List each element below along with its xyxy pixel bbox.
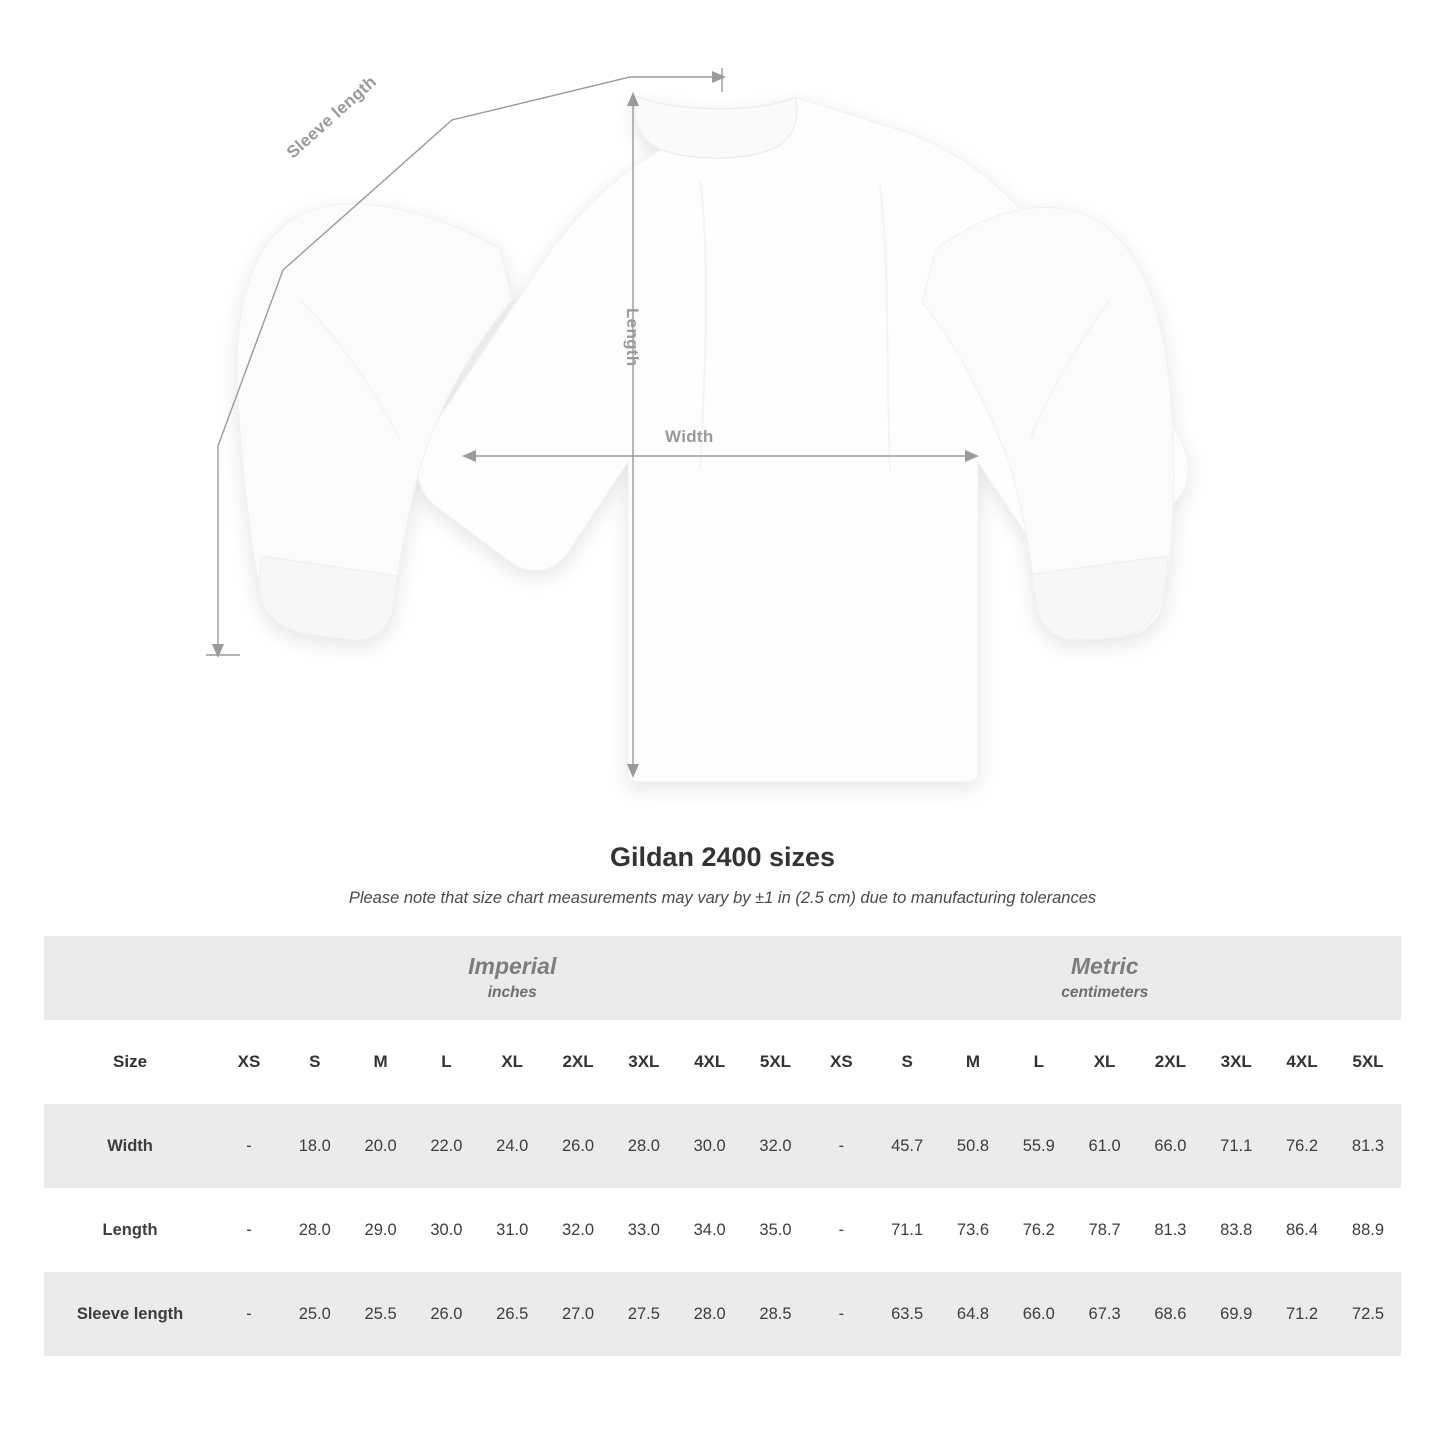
- cell-sleeve-5: 27.0: [545, 1272, 611, 1356]
- unit-header-imperial: [216, 936, 808, 1020]
- cell-length-8: 35.0: [743, 1188, 809, 1272]
- cell-length-15: 83.8: [1203, 1188, 1269, 1272]
- col-header-size-11: M: [940, 1020, 1006, 1104]
- size-header-row: [44, 1020, 1401, 1104]
- cell-width-10: 45.7: [874, 1104, 940, 1188]
- cell-width-9: -: [808, 1104, 874, 1188]
- cell-length-4: 31.0: [479, 1188, 545, 1272]
- cell-width-17: 81.3: [1335, 1104, 1401, 1188]
- unit-sub-metric: centimeters: [1061, 983, 1149, 1001]
- col-header-size-15: 3XL: [1203, 1020, 1269, 1104]
- col-header-size-9: XS: [808, 1020, 874, 1104]
- cell-sleeve-2: 25.5: [348, 1272, 414, 1356]
- cell-length-5: 32.0: [545, 1188, 611, 1272]
- cell-length-9: -: [808, 1188, 874, 1272]
- cell-width-16: 76.2: [1269, 1104, 1335, 1188]
- cell-length-2: 29.0: [348, 1188, 414, 1272]
- cell-length-14: 81.3: [1137, 1188, 1203, 1272]
- unit-header-metric: [808, 936, 1401, 1020]
- cell-sleeve-7: 28.0: [677, 1272, 743, 1356]
- row-header-width: Width: [44, 1104, 216, 1188]
- cell-sleeve-12: 66.0: [1006, 1272, 1072, 1356]
- cell-width-2: 20.0: [348, 1104, 414, 1188]
- tolerance-note: Please note that size chart measurements may vary by ±1 in (2.5 cm) due to manufacturing tolerances: [348, 889, 1097, 907]
- table-row: [44, 1104, 1401, 1188]
- col-header-size-12: L: [1006, 1020, 1072, 1104]
- col-header-size-17: 5XL: [1335, 1020, 1401, 1104]
- col-header-size-6: 3XL: [611, 1020, 677, 1104]
- cell-sleeve-1: 25.0: [282, 1272, 348, 1356]
- col-header-size-2: M: [348, 1020, 414, 1104]
- col-header-size-13: XL: [1072, 1020, 1138, 1104]
- table-row: [44, 1188, 1401, 1272]
- page-title: Gildan 2400 sizes: [609, 842, 836, 872]
- width-label: Width: [665, 427, 714, 446]
- cell-sleeve-15: 69.9: [1203, 1272, 1269, 1356]
- cell-length-0: -: [216, 1188, 282, 1272]
- cell-sleeve-13: 67.3: [1072, 1272, 1138, 1356]
- cell-length-7: 34.0: [677, 1188, 743, 1272]
- table-row: [44, 1272, 1401, 1356]
- unit-header-spacer: [44, 936, 216, 1020]
- cell-width-5: 26.0: [545, 1104, 611, 1188]
- cell-width-7: 30.0: [677, 1104, 743, 1188]
- col-header-size-16: 4XL: [1269, 1020, 1335, 1104]
- cell-length-11: 73.6: [940, 1188, 1006, 1272]
- col-header-size-0: XS: [216, 1020, 282, 1104]
- cell-sleeve-17: 72.5: [1335, 1272, 1401, 1356]
- cell-sleeve-16: 71.2: [1269, 1272, 1335, 1356]
- cell-width-14: 66.0: [1137, 1104, 1203, 1188]
- col-header-size-8: 5XL: [743, 1020, 809, 1104]
- cell-sleeve-3: 26.0: [414, 1272, 480, 1356]
- title-block: [0, 842, 1445, 908]
- cell-width-15: 71.1: [1203, 1104, 1269, 1188]
- cell-width-11: 50.8: [940, 1104, 1006, 1188]
- cell-width-3: 22.0: [414, 1104, 480, 1188]
- cell-length-17: 88.9: [1335, 1188, 1401, 1272]
- row-header-length: Length: [44, 1188, 216, 1272]
- cell-width-13: 61.0: [1072, 1104, 1138, 1188]
- size-chart-table: [44, 936, 1401, 1356]
- row-header-sleeve-length: Sleeve length: [44, 1272, 216, 1356]
- col-header-size-14: 2XL: [1137, 1020, 1203, 1104]
- sleeve-length-label: Sleeve length: [283, 72, 381, 163]
- cell-width-8: 32.0: [743, 1104, 809, 1188]
- col-header-size: Size: [44, 1020, 216, 1104]
- size-table-wrap: [0, 936, 1445, 1356]
- cell-sleeve-6: 27.5: [611, 1272, 677, 1356]
- cell-sleeve-10: 63.5: [874, 1272, 940, 1356]
- col-header-size-3: L: [414, 1020, 480, 1104]
- cell-width-6: 28.0: [611, 1104, 677, 1188]
- cell-sleeve-14: 68.6: [1137, 1272, 1203, 1356]
- cell-sleeve-0: -: [216, 1272, 282, 1356]
- cell-width-1: 18.0: [282, 1104, 348, 1188]
- length-label: Length: [623, 308, 642, 367]
- unit-name-metric: Metric: [1070, 953, 1139, 979]
- unit-sub-imperial: inches: [487, 983, 537, 1001]
- cell-length-6: 33.0: [611, 1188, 677, 1272]
- col-header-size-5: 2XL: [545, 1020, 611, 1104]
- col-header-size-4: XL: [479, 1020, 545, 1104]
- cell-width-4: 24.0: [479, 1104, 545, 1188]
- cell-length-16: 86.4: [1269, 1188, 1335, 1272]
- col-header-size-7: 4XL: [677, 1020, 743, 1104]
- cell-sleeve-11: 64.8: [940, 1272, 1006, 1356]
- cell-width-12: 55.9: [1006, 1104, 1072, 1188]
- col-header-size-10: S: [874, 1020, 940, 1104]
- cell-length-10: 71.1: [874, 1188, 940, 1272]
- cell-width-0: -: [216, 1104, 282, 1188]
- cell-sleeve-8: 28.5: [743, 1272, 809, 1356]
- cell-length-1: 28.0: [282, 1188, 348, 1272]
- cell-length-3: 30.0: [414, 1188, 480, 1272]
- unit-name-imperial: Imperial: [468, 953, 557, 979]
- cell-length-13: 78.7: [1072, 1188, 1138, 1272]
- cell-sleeve-9: -: [808, 1272, 874, 1356]
- unit-header-row: [44, 936, 1401, 1020]
- col-header-size-1: S: [282, 1020, 348, 1104]
- cell-length-12: 76.2: [1006, 1188, 1072, 1272]
- cell-sleeve-4: 26.5: [479, 1272, 545, 1356]
